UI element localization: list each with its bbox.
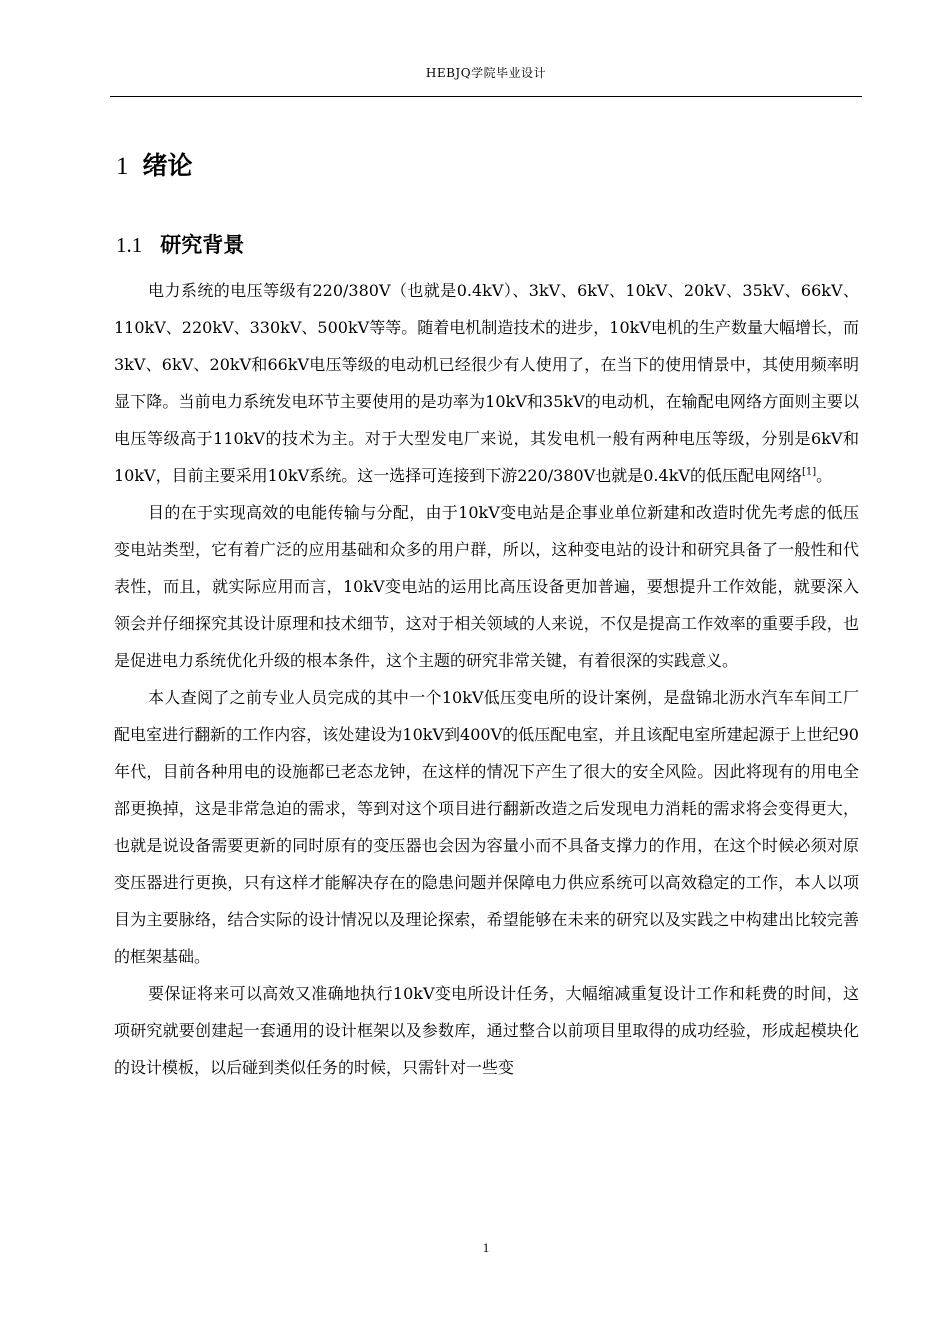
page-number: 1 bbox=[482, 1240, 490, 1255]
chapter-title: 绪论 bbox=[142, 151, 193, 180]
paragraph-4: 要保证将来可以高效又准确地执行10kV变电所设计任务，大幅缩减重复设计工作和耗费的时间，这项研究就要创建起一套通用的设计框架以及参数库，通过整合以前项目里取得的成功经验，形成起模块化的设计模板，以后碰到类似任务的时候，只需针对一些变 bbox=[114, 984, 859, 1077]
body-text bbox=[114, 272, 859, 1086]
paragraph-3: 本人查阅了之前专业人员完成的其中一个10kV低压变电所的设计案例，是盘锦北沥水汽车车间工厂配电室进行翻新的工作内容，该处建设为10kV到400V的低压配电室，并且该配电室所建起源于上世纪90年代，目前各种用电的设施都已老态龙钟，在这样的情况下产生了很大的安全风险。因此将现有的用电全部更换掉，这是非常急迫的需求，等到对这个项目进行翻新改造之后发现电力消耗的需求将会变得更大，也就是说设备需要更新的同时原有的变压器也会因为容量小而不具备支撑力的作用，在这个时候必须对原变压器进行更换，只有这样才能解决存在的隐患问题并保障电力供应系统可以高效稳定的工作，本人以项目为主要脉络，结合实际的设计情况以及理论探索，希望能够在未来的研究以及实践之中构建出比较完善的框架基础。 bbox=[114, 688, 859, 966]
chapter-heading bbox=[116, 146, 193, 182]
paragraph-1 bbox=[114, 272, 859, 494]
running-header: HEBJQ学院毕业设计 bbox=[425, 66, 547, 80]
section-heading bbox=[116, 229, 244, 259]
paragraph-1-text: 电力系统的电压等级有220/380V（也就是0.4kV）、3kV、6kV、10kV、20kV、35kV、66kV、110kV、220kV、330kV、500kV等等。随着电机制造技术的进步，10kV电机的生产数量大幅增长，而3kV、6kV、20kV和66kV电压等级的电动机已经很少有人使用了，在当下的使用情景中，其使用频率明显下降。当前电力系统发电环节主要使用的是功率为10kV和35kV的电动机，在输配电网络方面则主要以电压等级高于110kV的技术为主。对于大型发电厂来说，其发电机一般有两种电压等级，分别是6kV和10kV，目前主要采用10kV系统。这一选择可连接到下游220/380V也就是0.4kV的低压配电网络 bbox=[114, 281, 859, 485]
chapter-number: 1 bbox=[116, 153, 129, 180]
header-rule bbox=[110, 96, 862, 97]
section-number: 1.1 bbox=[116, 233, 143, 257]
paragraph-1-tail: 。 bbox=[816, 466, 833, 485]
section-title: 研究背景 bbox=[160, 232, 245, 257]
citation-1: [1] bbox=[801, 466, 817, 478]
paragraph-2: 目的在于实现高效的电能传输与分配，由于10kV变电站是企事业单位新建和改造时优先考虑的低压变电站类型，它有着广泛的应用基础和众多的用户群，所以，这种变电站的设计和研究具备了一般性和代表性，而且，就实际应用而言，10kV变电站的运用比高压设备更加普遍，要想提升工作效能，就要深入领会并仔细探究其设计原理和技术细节，这对于相关领域的人来说，不仅是提高工作效率的重要手段，也是促进电力系统优化升级的根本条件，这个主题的研究非常关键，有着很深的实践意义。 bbox=[114, 503, 859, 670]
